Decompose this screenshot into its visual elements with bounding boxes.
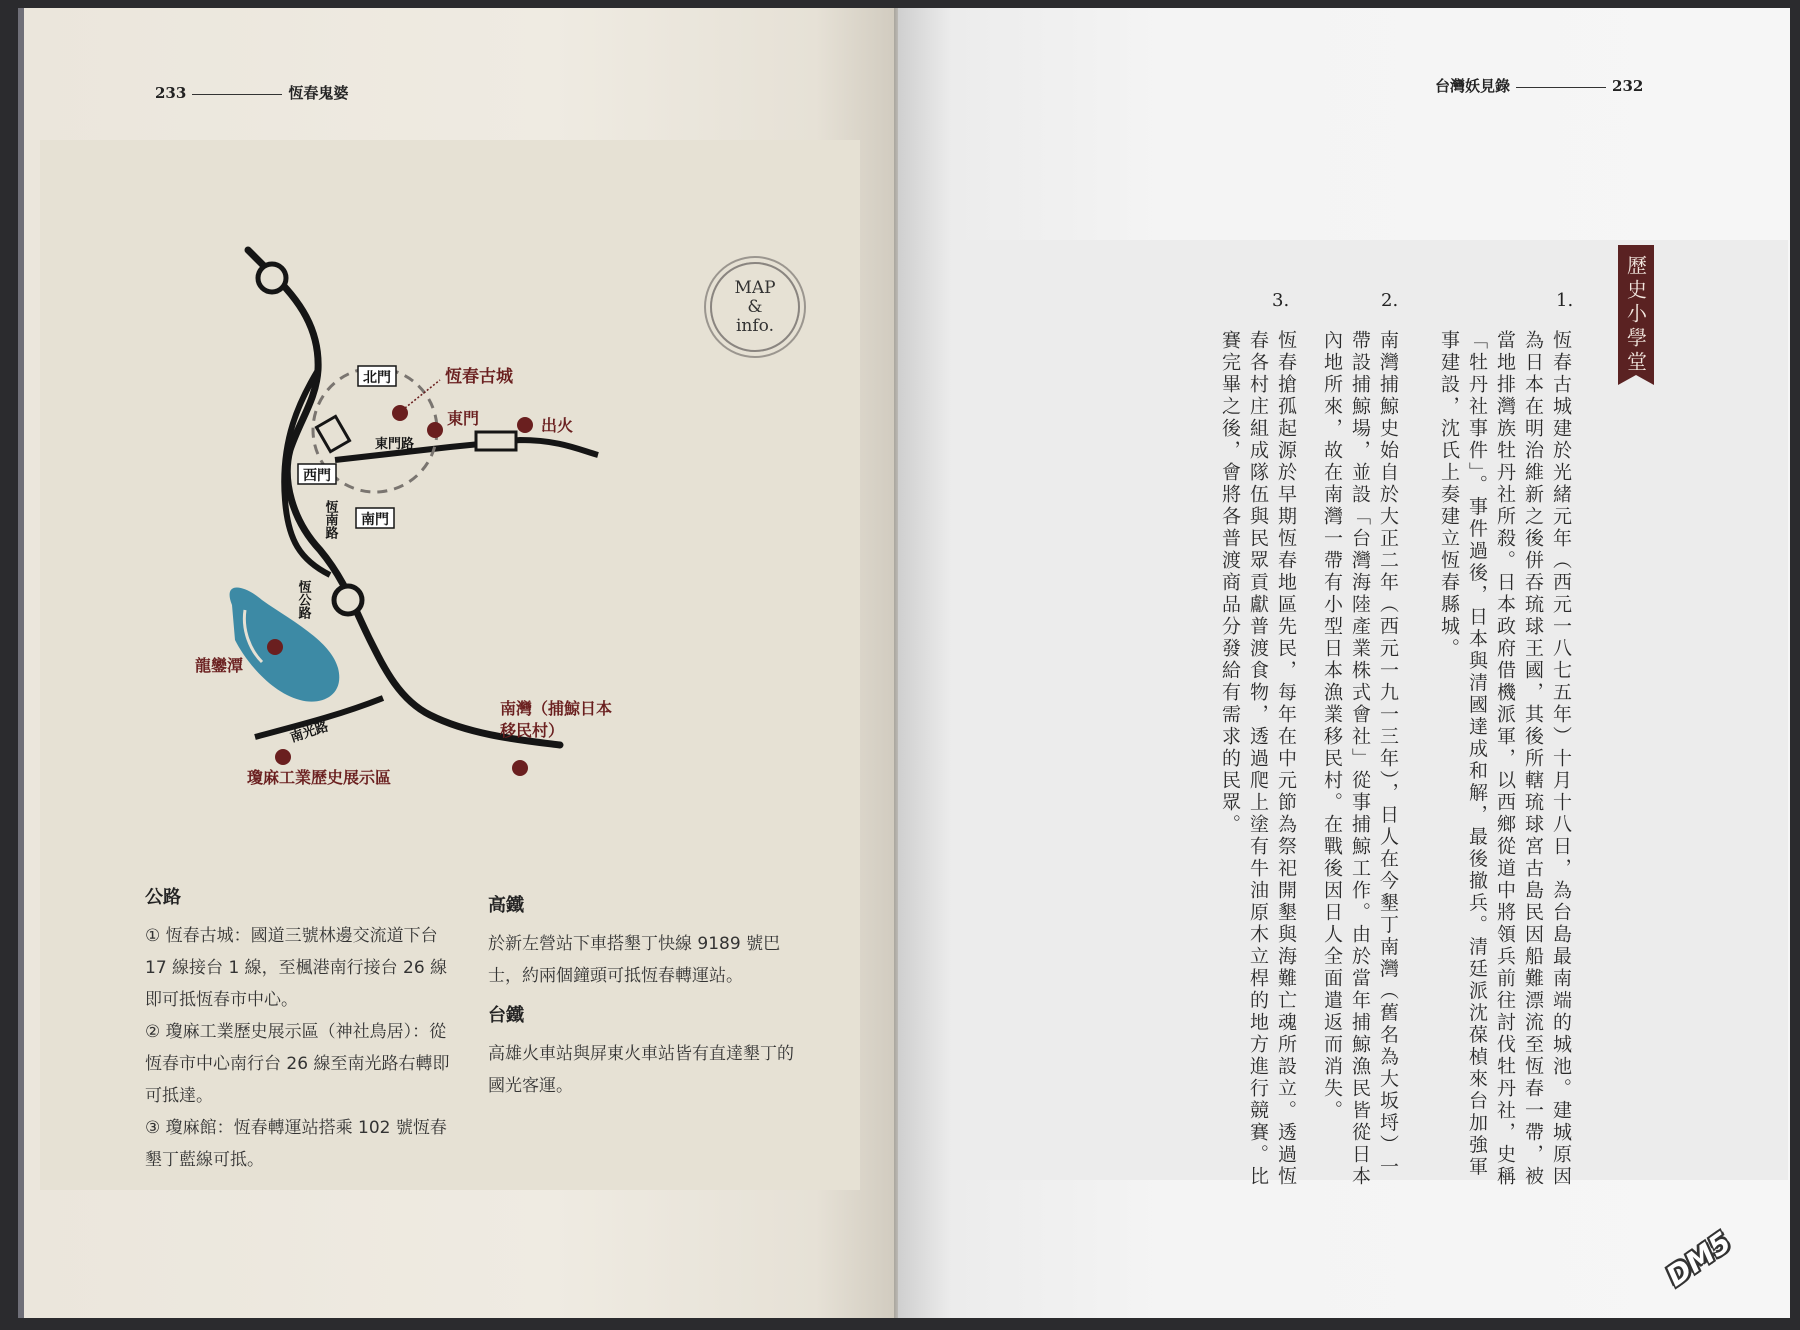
south-gate-label: 南門 [361, 512, 389, 528]
longluan-lake-shape [230, 588, 340, 702]
right-page-header [1435, 75, 1643, 96]
west-gate-label: 西門 [303, 468, 331, 484]
watermark-logo: DM5 [1660, 1225, 1738, 1293]
chuhuo-dot [517, 417, 533, 433]
north-gate-label: 北門 [363, 370, 391, 386]
east-gate-box [476, 432, 516, 450]
note-1-text: 恆春古城建於光緒元年（西元一八七五年）十月十八日，為台島最南端的城池。建城原因為日本在明治維新之後併吞琉球王國，其後所轄琉球宮古島民因船難漂流至恆春一帶，被當地排灣族牡丹社所殺。日本政府借機派軍，以西鄉從道中將領兵前往討伐牡丹社，史稱「牡丹社事件」。事件過後，日本與清國達成和解，最後撤兵。清廷派沈葆楨來台加強軍事建設，沈氏上奏建立恆春縣城。 [1438, 330, 1572, 1188]
history-ribbon: 歷史小學堂 [1618, 245, 1654, 375]
note-3-number: 3. [1272, 290, 1290, 311]
highway-item-2: ② 瓊麻工業歷史展示區（神社鳥居）：從恆春市中心南行台 26 線至南光路右轉即可抵達。 [145, 1022, 450, 1106]
nanwan-label: 南灣（捕鯨日本移民村） [500, 699, 613, 740]
header-rule-right [1516, 87, 1606, 88]
tra-text: 高雄火車站與屏東火車站皆有直達墾丁的國光客運。 [488, 1044, 794, 1096]
south-roundabout-icon [334, 586, 362, 614]
east-gate-label: 東門 [447, 409, 480, 428]
ribbon-tail [1618, 375, 1654, 385]
right-page-number: 232 [1612, 77, 1644, 95]
rail-info [488, 890, 798, 1102]
badge-line2: & [747, 296, 763, 317]
longluan-lake-label: 龍鑾潭 [195, 656, 244, 675]
note-1-number: 1. [1556, 290, 1574, 311]
nanguang-road-label: 南光路 [288, 719, 331, 746]
old-city-leader [405, 380, 440, 408]
east-gate-road-label: 東門路 [375, 437, 415, 452]
note-3-text: 恆春搶孤起源於早期恆春地區先民，每年在中元節為祭祀開墾與海難亡魂所設立。透過恆春各村庄組成隊伍與民眾貢獻普渡食物，透過爬上塗有牛油原木立桿的地方進行競賽。比賽完畢之後，會將各普渡商品分發給有需求的民眾。 [1219, 330, 1297, 1188]
badge-line3: info. [735, 315, 775, 336]
henggong-road-label: 恆公路 [295, 580, 311, 619]
east-gate-dot [427, 422, 443, 438]
tra-heading: 台鐵 [488, 1005, 524, 1026]
west-gate-box [316, 416, 349, 451]
old-city-label: 恆春古城 [445, 367, 513, 387]
hsr-heading: 高鐵 [488, 895, 524, 916]
highway-item-1: ① 恆春古城：國道三號林邊交流道下台 17 線接台 1 線，至楓港南行接台 26 線即可抵恆春市中心。 [145, 926, 448, 1010]
badge-line1: MAP [734, 277, 776, 298]
left-page-number: 233 [155, 84, 187, 102]
qiongma-label: 瓊麻工業歷史展示區 [247, 768, 392, 787]
nanwan-dot [512, 760, 528, 776]
right-running-title: 台灣妖見錄 [1435, 77, 1511, 95]
map-info-badge [710, 262, 800, 352]
note-2-text: 南灣捕鯨史始自於大正二年（西元一九一三年），日人在今墾丁南灣（舊名為大坂埒）一帶設捕鯨場，並設「台灣海陸產業株式會社」從事捕鯨工作。由於當年捕鯨漁民皆從日本內地所來，故在南灣一帶有小型日本漁業移民村。在戰後因日人全面遣返而消失。 [1321, 330, 1399, 1188]
left-running-title: 恆春鬼婆 [288, 84, 349, 102]
chuhuo-label: 出火 [541, 416, 574, 435]
longluan-dot [267, 639, 283, 655]
note-2-number: 2. [1381, 290, 1399, 311]
highway-item-3: ③ 瓊麻館：恆春轉運站搭乘 102 號恆春墾丁藍線可抵。 [145, 1118, 447, 1170]
highway-info [145, 882, 455, 1176]
north-roundabout-icon [258, 264, 286, 292]
highway-heading: 公路 [145, 887, 181, 908]
qiongma-dot [275, 749, 291, 765]
hengnan-road-label: 恆南路 [322, 500, 338, 539]
route-map [0, 0, 900, 900]
hsr-text: 於新左營站下車搭墾丁快線 9189 號巴士，約兩個鐘頭可抵恆春轉運站。 [488, 934, 781, 986]
